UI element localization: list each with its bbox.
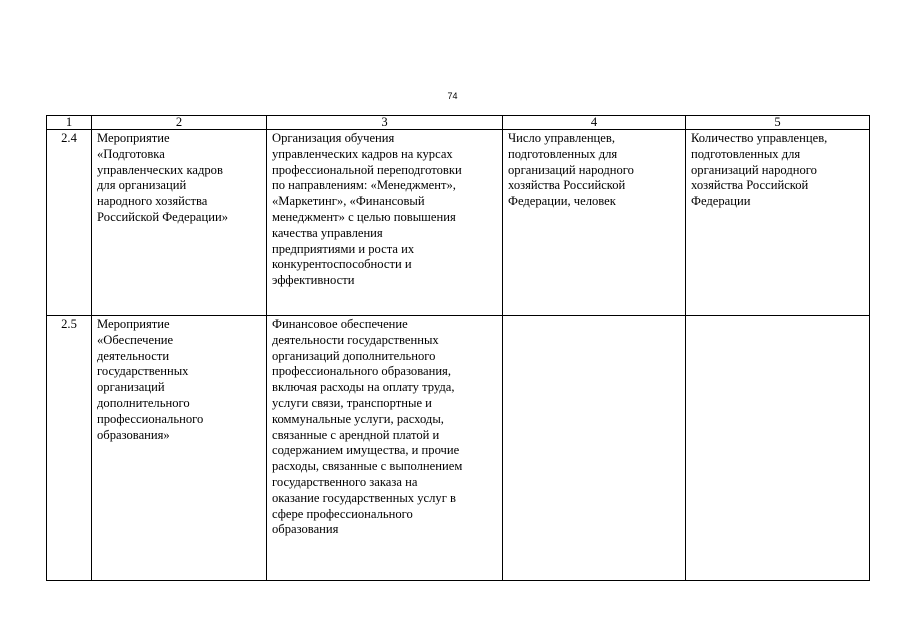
indicator: Число управленцев, подготовленных для организаций народного хозяйства Российской Федерации, человек — [503, 130, 686, 316]
row-number: 2.5 — [47, 316, 92, 581]
column-header-5: 5 — [686, 116, 870, 130]
table-header-row — [47, 116, 870, 130]
column-header-4: 4 — [503, 116, 686, 130]
program-table — [46, 115, 870, 581]
expected-result: Количество управленцев, подготовленных для организаций народного хозяйства Российской Федерации — [686, 130, 870, 316]
table-row — [47, 130, 870, 316]
column-header-2: 2 — [92, 116, 267, 130]
indicator — [503, 316, 686, 581]
event-description: Организация обучения управленческих кадров на курсах профессиональной переподготовки по направлениям: «Менеджмент», «Маркетинг», «Финансовый менеджмент» с целью повышения качества управления предприятиями и роста их конкурентоспособности и эффективности — [267, 130, 503, 316]
expected-result — [686, 316, 870, 581]
event-description: Финансовое обеспечение деятельности государственных организаций дополнительного профессионального образования, включая расходы на оплату труда, услуги связи, транспортные и коммунальные услуги, расходы, связанные с арендной платой и содержанием имущества, и прочие расходы, связанные с выполнением государственного заказа на оказание государственных услуг в сфере профессионального образования — [267, 316, 503, 581]
row-number: 2.4 — [47, 130, 92, 316]
table-row — [47, 316, 870, 581]
column-header-1: 1 — [47, 116, 92, 130]
event-name: Мероприятие «Обеспечение деятельности государственных организаций дополнительного профессионального образования» — [92, 316, 267, 581]
event-name: Мероприятие «Подготовка управленческих кадров для организаций народного хозяйства Российской Федерации» — [92, 130, 267, 316]
column-header-3: 3 — [267, 116, 503, 130]
page-number: 74 — [447, 91, 458, 101]
